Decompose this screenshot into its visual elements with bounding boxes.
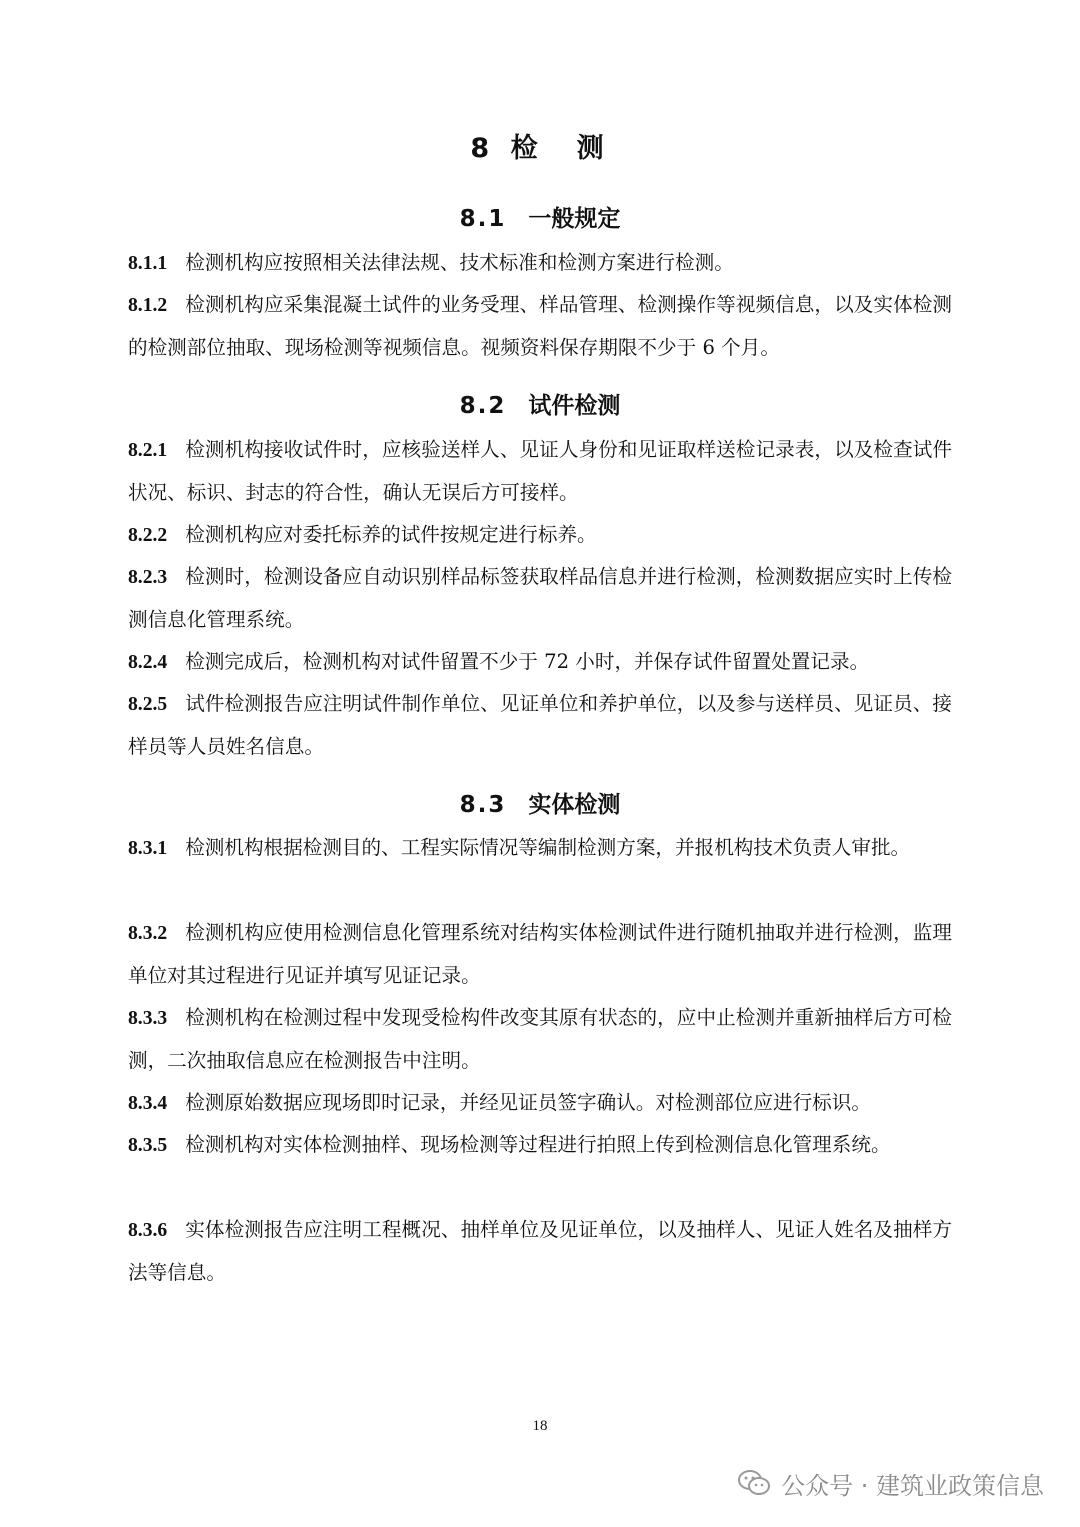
clause-text: 检测机构应按照相关法律法规、技术标准和检测方案进行检测。 (185, 251, 734, 274)
clause-8-1-1 (128, 242, 952, 285)
clause-text: 检测原始数据应现场即时记录，并经见证员签字确认。对检测部位应进行标识。 (185, 1091, 871, 1114)
clause-number: 8.1.2 (128, 295, 168, 316)
clause-8-2-2 (128, 514, 952, 557)
clause-text: 实体检测报告应注明工程概况、抽样单位及见证单位，以及抽样人、见证人姓名及抽样方法等信息。 (128, 1218, 952, 1284)
clause-8-2-5 (128, 683, 952, 768)
page-number: 18 (532, 1418, 548, 1434)
section-number: 8.1 (459, 206, 507, 232)
clause-8-2-4 (128, 641, 952, 684)
clause-8-1-2 (128, 284, 952, 369)
clause-8-3-5 (128, 1124, 952, 1167)
clause-number: 8.3.2 (128, 923, 168, 944)
clause-text: 检测机构根据检测目的、工程实际情况等编制检测方案，并报机构技术负责人审批。 (185, 836, 911, 859)
wechat-icon (737, 1468, 771, 1498)
clause-8-2-1 (128, 429, 952, 514)
clause-text: 检测完成后，检测机构对试件留置不少于 72 小时，并保存试件留置处置记录。 (185, 650, 870, 673)
clause-number: 8.1.1 (128, 253, 168, 274)
section-title: 试件检测 (528, 393, 621, 419)
section-title: 实体检测 (528, 792, 621, 818)
clause-number: 8.2.2 (128, 525, 168, 546)
watermark (737, 1463, 1044, 1503)
clause-8-3-1 (128, 827, 952, 870)
clause-number: 8.3.6 (128, 1220, 168, 1241)
section-heading-8-2 (0, 387, 1080, 420)
clause-text: 试件检测报告应注明试件制作单位、见证单位和养护单位，以及参与送样员、见证员、接样员等人员姓名信息。 (128, 692, 952, 758)
clause-8-3-3 (128, 997, 952, 1082)
clause-number: 8.2.4 (128, 652, 168, 673)
clause-8-3-2 (128, 912, 952, 997)
clause-number: 8.3.3 (128, 1008, 168, 1029)
clause-text: 检测机构应使用检测信息化管理系统对结构实体检测试件进行随机抽取并进行检测，监理单位对其过程进行见证并填写见证记录。 (128, 921, 952, 987)
clause-text: 检测机构在检测过程中发现受检构件改变其原有状态的，应中止检测并重新抽样后方可检测，二次抽取信息应在检测报告中注明。 (128, 1006, 952, 1072)
clause-text: 检测机构对实体检测抽样、现场检测等过程进行拍照上传到检测信息化管理系统。 (185, 1133, 891, 1156)
section-number: 8.3 (459, 792, 507, 818)
clause-number: 8.2.5 (128, 694, 168, 715)
clause-number: 8.2.1 (128, 440, 168, 461)
clause-number: 8.3.4 (128, 1093, 168, 1114)
section-heading-8-1 (0, 200, 1080, 233)
clause-text: 检测机构应采集混凝土试件的业务受理、样品管理、检测操作等视频信息，以及实体检测的检测部位抽取、现场检测等视频信息。视频资料保存期限不少于 6 个月。 (128, 293, 952, 359)
clause-8-3-6 (128, 1209, 952, 1294)
section-title: 一般规定 (528, 206, 621, 232)
chapter-title: 8 检 测 (470, 133, 610, 164)
clause-8-3-4 (128, 1082, 952, 1125)
section-number: 8.2 (459, 393, 507, 419)
clause-number: 8.3.5 (128, 1135, 168, 1156)
clause-number: 8.3.1 (128, 838, 168, 859)
clause-text: 检测时，检测设备应自动识别样品标签获取样品信息并进行检测，检测数据应实时上传检测信息化管理系统。 (128, 565, 952, 631)
watermark-text: 公众号 · 建筑业政策信息 (781, 1471, 1044, 1500)
clause-number: 8.2.3 (128, 567, 168, 588)
clause-text: 检测机构接收试件时，应核验送样人、见证人身份和见证取样送检记录表，以及检查试件状况、标识、封志的符合性，确认无误后方可接样。 (128, 438, 952, 504)
clause-text: 检测机构应对委托标养的试件按规定进行标养。 (185, 523, 597, 546)
clause-8-2-3 (128, 556, 952, 641)
section-heading-8-3 (0, 786, 1080, 819)
